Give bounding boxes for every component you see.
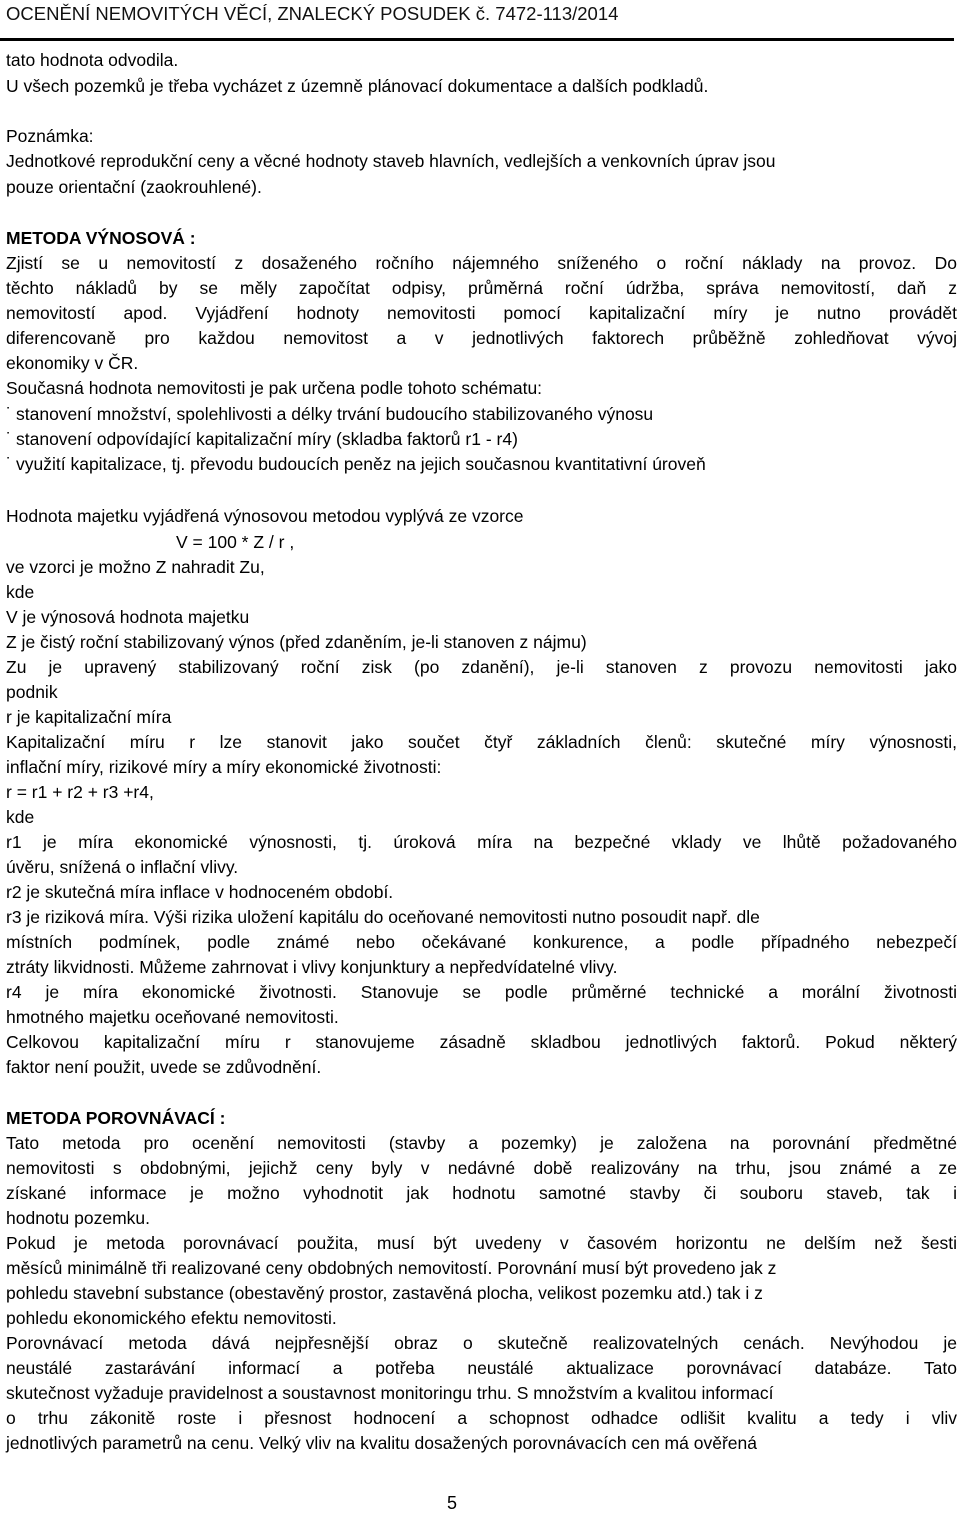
text-line: podnik (6, 682, 58, 702)
text-line: r4 je míra ekonomické životnosti. Stanovuje se podle průměrné technické a morální životnosti (6, 982, 957, 1002)
text-line: Zu je upravený stabilizovaný roční zisk (po zdanění), je-li stanoven z provozu nemovitosti jako (6, 657, 957, 677)
text-line: Současná hodnota nemovitosti je pak určena podle tohoto schématu: (6, 378, 543, 398)
text-line: r = r1 + r2 + r3 +r4, (6, 782, 154, 802)
section-heading: METODA POROVNÁVACÍ : (6, 1108, 226, 1128)
page-header-title: OCENĚNÍ NEMOVITÝCH VĚCÍ, ZNALECKÝ POSUDEK č. 7472-113/2014 (6, 3, 619, 24)
text-line: ve vzorci je možno Z nahradit Zu, (6, 557, 265, 577)
text-line: Tato metoda pro ocenění nemovitosti (stavby a pozemky) je založena na porovnání předmětné (6, 1133, 957, 1153)
text-line: místních podmínek, podle známé nebo očekávané konkurence, a podle případného nebezpečí (6, 932, 957, 952)
text-line: r3 je riziková míra. Výši rizika uložení kapitálu do oceňované nemovitosti nutno posoudit např. dle (6, 907, 760, 927)
text-line: ztráty likvidnosti. Můžeme zahrnovat i vlivy konjunktury a nepředvídatelné vlivy. (6, 957, 618, 977)
text-line: Jednotkové reprodukční ceny a věcné hodnoty staveb hlavních, vedlejších a venkovních úprav jsou (6, 151, 776, 171)
text-line: skutečnost vyžaduje pravidelnost a soustavnost monitoringu trhu. S množstvím a kvalitou informací (6, 1383, 774, 1403)
text-line: měsíců minimálně tři realizované ceny obdobných nemovitostí. Porovnání musí být provedeno jak z (6, 1258, 777, 1278)
bullet-item (6, 429, 518, 449)
bullet-item (6, 404, 653, 424)
text-line: inflační míry, rizikové míry a míry ekonomické životnosti: (6, 757, 442, 777)
text-line: kde (6, 807, 35, 827)
bullet-text: využití kapitalizace, tj. převodu budoucích peněz na jejich současnou kvantitativní úroveň (16, 454, 706, 474)
page-number: 5 (446, 1493, 457, 1513)
text-line: získané informace je možno vyhodnotit jak hodnotu samotné stavby či souboru staveb, tak i (6, 1183, 957, 1203)
text-line: jednotlivých parametrů na cenu. Velký vliv na kvalitu dosažených porovnávacích cen má ověřená (6, 1433, 757, 1453)
bullet-dot-icon: ˙ (6, 429, 12, 449)
text-line: kde (6, 582, 35, 602)
header-rule (0, 38, 954, 41)
text-line: r1 je míra ekonomické výnosnosti, tj. úroková míra na bezpečné vklady ve lhůtě požadovaného (6, 832, 957, 852)
text-line: hodnotu pozemku. (6, 1208, 150, 1228)
text-line: r je kapitalizační míra (6, 707, 172, 727)
text-line: diferencovaně pro každou nemovitost a v jednotlivých faktorech průběžně zohledňovat vývoj (6, 328, 957, 348)
text-line: hmotného majetku oceňované nemovitosti. (6, 1007, 339, 1027)
text-line: pouze orientační (zaokrouhlené). (6, 177, 262, 197)
text-line: neustálé zastarávání informací a potřeba neustálé aktualizace porovnávací databáze. Tato (6, 1358, 957, 1378)
bullet-text: stanovení odpovídající kapitalizační míry (skladba faktorů r1 - r4) (16, 429, 518, 449)
text-line: pohledu ekonomického efektu nemovitosti. (6, 1308, 337, 1328)
text-line: o trhu zákonitě roste i přesnost hodnocení a schopnost odhadce odlišit kvalitu a tedy i vliv (6, 1408, 957, 1428)
text-line: r2 je skutečná míra inflace v hodnoceném období. (6, 882, 394, 902)
text-line: těchto nákladů by se měly započítat odpisy, průměrná roční údržba, správa nemovitostí, daň z (6, 278, 957, 298)
section-heading: METODA VÝNOSOVÁ : (6, 228, 196, 248)
text-line: Z je čistý roční stabilizovaný výnos (před zdaněním, je-li stanoven z nájmu) (6, 632, 587, 652)
text-line: faktor není použit, uvede se zdůvodnění. (6, 1057, 322, 1077)
text-line: nemovitosti s obdobnými, jejichž ceny byly v nedávné době realizovány na trhu, jsou známé a ze (6, 1158, 957, 1178)
text-line: tato hodnota odvodila. (6, 50, 179, 70)
text-line: Kapitalizační míru r lze stanovit jako součet čtyř základních členů: skutečné míry výnosnosti, (6, 732, 957, 752)
bullet-text: stanovení množství, spolehlivosti a délky trvání budoucího stabilizovaného výnosu (16, 404, 654, 424)
text-line: Pokud je metoda porovnávací použita, musí být uvedeny v časovém horizontu ne delším než šesti (6, 1233, 957, 1253)
text-line: Poznámka: (6, 126, 94, 146)
text-line: V = 100 * Z / r , (176, 532, 295, 552)
text-line: ekonomiky v ČR. (6, 353, 139, 373)
text-line: Zjistí se u nemovitostí z dosaženého ročního nájemného sníženého o roční náklady na provoz. Do (6, 253, 957, 273)
bullet-dot-icon: ˙ (6, 454, 12, 474)
bullet-dot-icon: ˙ (6, 404, 12, 424)
text-line: pohledu stavební substance (obestavěný prostor, zastavěná plocha, velikost pozemku atd.) tak i z (6, 1283, 763, 1303)
text-line: V je výnosová hodnota majetku (6, 607, 250, 627)
text-line: Porovnávací metoda dává nejpřesnější obraz o skutečně realizovatelných cenách. Nevýhodou je (6, 1333, 957, 1353)
text-line: Celkovou kapitalizační míru r stanovujeme zásadně skladbou jednotlivých faktorů. Pokud některý (6, 1032, 957, 1052)
text-line: úvěru, snížená o inflační vlivy. (6, 857, 239, 877)
text-line: nemovitostí apod. Vyjádření hodnoty nemovitosti pomocí kapitalizační míry je nutno provádět (6, 303, 957, 323)
bullet-item (6, 454, 706, 474)
text-line: Hodnota majetku vyjádřená výnosovou metodou vyplývá ze vzorce (6, 506, 524, 526)
text-line: U všech pozemků je třeba vycházet z územně plánovací dokumentace a dalších podkladů. (6, 76, 709, 96)
